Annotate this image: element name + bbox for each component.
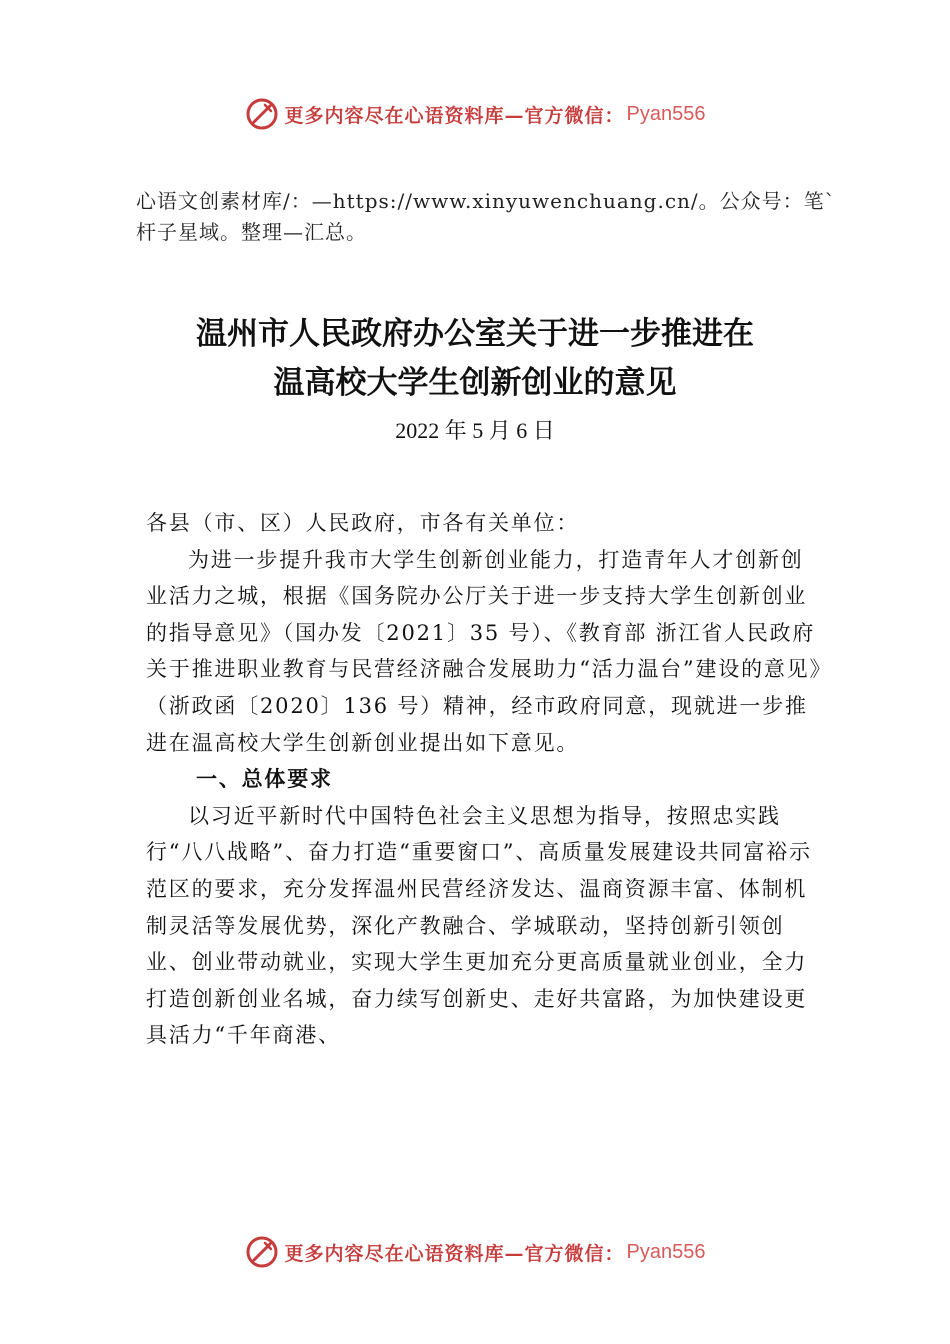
watermark-wechat: Pyan556 bbox=[626, 102, 706, 125]
watermark-wechat: Pyan556 bbox=[626, 1240, 706, 1263]
document-title-line1: 温州市人民政府办公室关于进一步推进在 bbox=[196, 316, 754, 352]
watermark-footer bbox=[0, 1232, 950, 1272]
watermark-text: 更多内容尽在心语资料库—官方微信： bbox=[284, 104, 625, 127]
document-body bbox=[146, 505, 826, 1054]
paragraph-intro: 为进一步提升我市大学生创新创业能力，打造青年人才创新创业活力之城，根据《国务院办公厅关于进一步支持大学生创新创业的指导意见》（国办发〔2021〕35 号）、《教育部 浙江省人民政府关于推进职业教育与民营经济融合发展助力“活力温台”建设的意见》（浙政函〔2020〕136 号）精神，经市政府同意，现就进一步推进在温高校大学生创新创业提出如下意见。 bbox=[146, 547, 822, 755]
source-line: 心语文创素材库/：—https://www.xinyuwenchuang.cn/。公众号：笔`杆子星域。整理—汇总。 bbox=[136, 189, 836, 244]
paragraph-general-requirements: 以习近平新时代中国特色社会主义思想为指导，按照忠实践行“八八战略”、奋力打造“重要窗口”、高质量发展建设共同富裕示范区的要求，充分发挥温州民营经济发达、温商资源丰富、体制机制灵活等发展优势，深化产教融合、学城联动，坚持创新引领创业、创业带动就业，实现大学生更加充分更高质量就业创业，全力打造创新创业名城，奋力续写创新史、走好共富路，为加快建设更具活力“千年商港、 bbox=[146, 803, 812, 1048]
section-heading: 一、总体要求 bbox=[196, 767, 333, 792]
document-title-line2: 温高校大学生创新创业的意见 bbox=[273, 365, 677, 401]
pen-logo-icon bbox=[245, 97, 279, 131]
watermark-header bbox=[0, 94, 950, 134]
watermark-text: 更多内容尽在心语资料库—官方微信： bbox=[284, 1242, 625, 1265]
document-date: 2022 年 5 月 6 日 bbox=[395, 418, 555, 443]
pen-logo-icon bbox=[245, 1235, 279, 1269]
salutation: 各县（市、区）人民政府，市各有关单位： bbox=[146, 511, 580, 535]
